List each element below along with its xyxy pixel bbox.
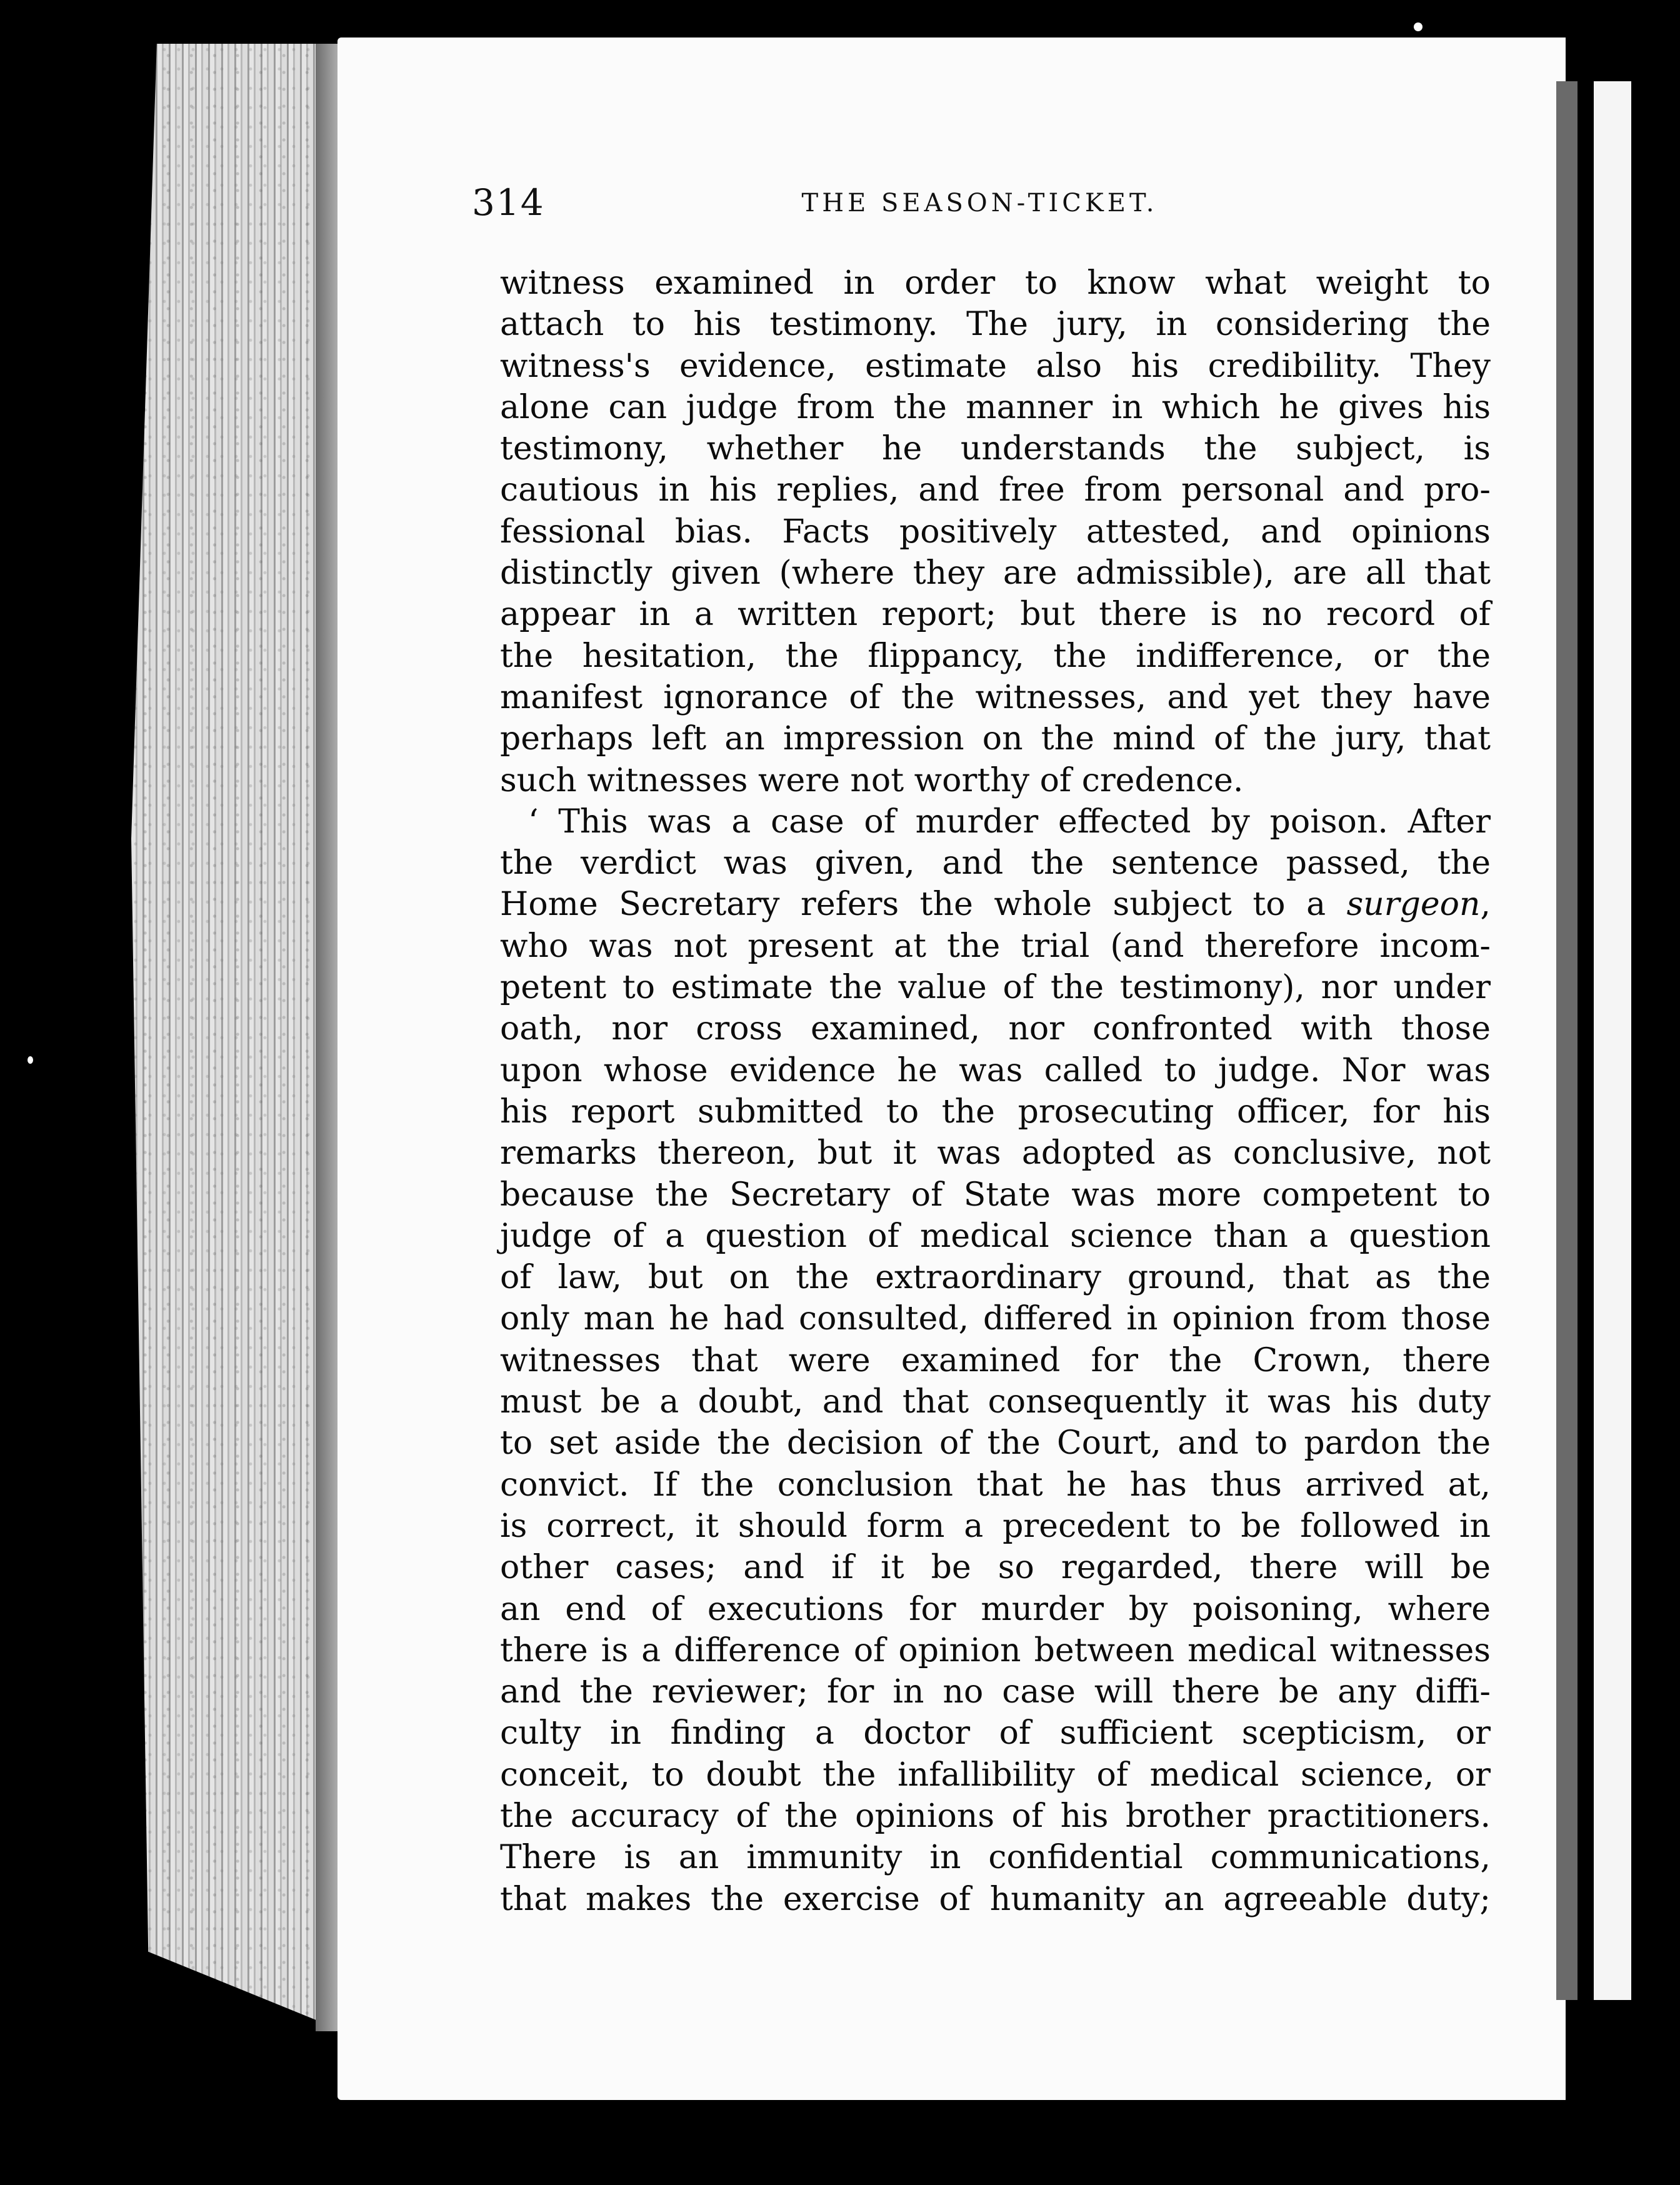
page-number: 314 xyxy=(472,181,545,224)
page-header xyxy=(472,181,1488,238)
text-line: petent to estimate the value of the testimony), nor under xyxy=(500,969,1491,1007)
text-line: Home Secretary refers the whole subject to a surgeon, xyxy=(500,886,1491,924)
text-line: ‘ This was a case of murder effected by poison. After xyxy=(528,802,1491,841)
text-line: that makes the exercise of humanity an agreeable duty; xyxy=(500,1880,1491,1918)
text-line: must be a doubt, and that consequently it was his duty xyxy=(500,1383,1491,1421)
facing-page-edge xyxy=(1556,81,1631,2000)
text-line: such witnesses were not worthy of credence. xyxy=(500,761,1244,799)
text-line: testimony, whether he understands the subject, is xyxy=(500,430,1491,468)
text-line: upon whose evidence he was called to judge. Nor was xyxy=(500,1051,1491,1089)
text-line: witnesses that were examined for the Crown, there xyxy=(500,1341,1491,1379)
text-line: culty in finding a doctor of sufficient scepticism, or xyxy=(500,1714,1491,1752)
text-line: other cases; and if it be so regarded, there will be xyxy=(500,1549,1491,1587)
text-line: the accuracy of the opinions of his brother practitioners. xyxy=(500,1797,1491,1835)
text-line: to set aside the decision of the Court, and to pardon the xyxy=(500,1424,1491,1462)
text-line: manifest ignorance of the witnesses, and yet they have xyxy=(500,678,1491,716)
text-line: witness's evidence, estimate also his credibility. They xyxy=(500,347,1491,385)
text-line: conceit, to doubt the infallibility of medical science, or xyxy=(500,1756,1491,1794)
body-text xyxy=(500,262,1491,1920)
text-line: oath, nor cross examined, nor confronted with those xyxy=(500,1010,1491,1048)
text-line: of law, but on the extraordinary ground, that as the xyxy=(500,1259,1491,1297)
text-line: the hesitation, the flippancy, the indifference, or the xyxy=(500,637,1491,675)
text-line: convict. If the conclusion that he has thus arrived at, xyxy=(500,1466,1491,1504)
text-line: and the reviewer; for in no case will there be any diffi- xyxy=(500,1673,1491,1711)
text-line: is correct, it should form a precedent to be followed in xyxy=(500,1507,1491,1545)
text-line: There is an immunity in confidential communications, xyxy=(500,1839,1491,1877)
paragraph-1 xyxy=(500,262,1491,801)
text-line: who was not present at the trial (and therefore incom- xyxy=(500,927,1491,965)
text-line: his report submitted to the prosecuting officer, for his xyxy=(500,1092,1491,1131)
text-line: appear in a written report; but there is no record of xyxy=(500,596,1491,634)
scan-speck xyxy=(28,1056,33,1064)
scan-speck xyxy=(1414,22,1422,31)
text-line: the verdict was given, and the sentence passed, the xyxy=(500,844,1491,882)
page-edges xyxy=(131,44,344,2031)
text-line: perhaps left an impression on the mind of the jury, that xyxy=(500,720,1491,758)
text-line: attach to his testimony. The jury, in considering the xyxy=(500,306,1491,344)
italic-word: surgeon xyxy=(1346,886,1481,924)
text-line: an end of executions for murder by poisoning, where xyxy=(500,1590,1491,1628)
running-head: THE SEASON-TICKET. xyxy=(801,189,1158,218)
text-line: alone can judge from the manner in which he gives his xyxy=(500,388,1491,426)
paragraph-2 xyxy=(500,801,1491,1920)
text-line: witness examined in order to know what weight to xyxy=(500,264,1491,302)
text-line: fessional bias. Facts positively attested, and opinions xyxy=(500,512,1491,551)
text-line: cautious in his replies, and free from personal and pro- xyxy=(500,471,1491,509)
text-line: there is a difference of opinion between medical witnesses xyxy=(500,1631,1491,1669)
text-line: remarks thereon, but it was adopted as conclusive, not xyxy=(500,1134,1491,1172)
text-line: because the Secretary of State was more competent to xyxy=(500,1176,1491,1214)
text-line: only man he had consulted, differed in opinion from those xyxy=(500,1300,1491,1338)
text-line: judge of a question of medical science than a question xyxy=(500,1217,1491,1255)
text-line: distinctly given (where they are admissible), are all that xyxy=(500,554,1491,592)
